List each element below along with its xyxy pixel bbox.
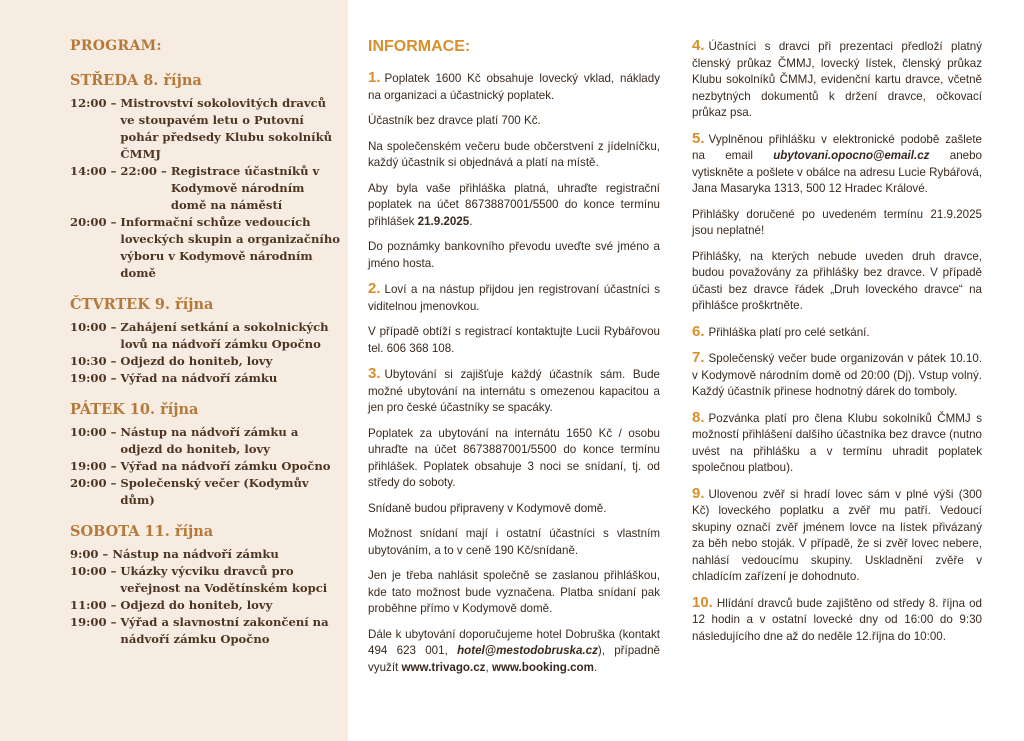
paragraph-text: Společenský večer bude organizován v pátek 10.10. v Kodymově národním domě od 20:00 (Dj). Vstup volný. Každý účastník přinese hodnotný dárek do tomboly. [692,352,982,398]
event-item [70,458,342,475]
day-thursday [70,296,342,387]
paragraph: Přihlášky, na kterých nebude uveden druh dravce, budou považovány za přihlášky bez dravce. V případě účasti bez dravce řádek „Druh loveckého dravce“ na přihlášce proškrtněte. [692,249,982,312]
event-item [70,370,342,387]
paragraph-text: Aby byla vaše přihláška platná, uhraďte registrační poplatek na účet 8673887001/5500 do konce termínu přihlášek [368,181,660,228]
event-text: Výřad na nádvoří zámku [120,371,278,385]
paragraph: Přihlášky doručené po uvedeném termínu 21.9.2025 jsou neplatné! [692,207,982,237]
separator: , [485,660,492,674]
paragraph-text: Dále k ubytování doporučujeme hotel Dobruška (kontakt 494 623 001, [368,627,660,657]
day-saturday [70,523,342,648]
paragraph: Možnost snídaní mají i ostatní účastníci s vlastním ubytováním, a to v ceně 190 Kč/snídaně. [368,527,660,557]
paragraph: V případě obtíží s registrací kontaktujte Lucii Rybářovou tel. 606 368 108. [368,325,660,355]
event-item [70,475,342,509]
event-time: 20:00 – [70,215,121,229]
day-title: PÁTEK 10. října [70,401,199,418]
event-text: Nástup na nádvoří zámku [112,547,279,561]
info-item-8 [692,410,982,477]
event-time: 14:00 – 22:00 – [70,164,171,178]
paragraph-text: Účastníci s dravci při prezentaci předloží platný členský průkaz ČMMJ, lovecký lístek, členský průkaz Klubu sokolníků ČMMJ, evidenční kartu dravce, včetně nezbytných dokumentů k držení dravce, očkovací průkaz psa. [692,40,982,119]
item-number: 6. [692,322,705,340]
event-text: Výřad a slavnostní zakončení na nádvoří zámku Opočno [120,615,329,646]
info-item-7 [692,350,982,401]
paragraph [368,627,660,677]
item-number: 10. [692,593,713,611]
paragraph-text: Poplatek 1600 Kč obsahuje lovecký vklad, náklady na organizaci a účastnický poplatek. [368,72,660,102]
paragraph [368,181,660,231]
event-text: Odjezd do honiteb, lovy [120,354,273,368]
event-time: 10:00 – [70,564,121,578]
item-number: 8. [692,408,705,426]
event-time: 19:00 – [70,459,121,473]
trivago-link[interactable]: www.trivago.cz [401,660,486,674]
event-item [70,353,342,370]
paragraph-text: Ulovenou zvěř si hradí lovec sám v plné výši (300 Kč) loveckého poplatku a zvěř mu patří. Vedoucí skupiny označí zvěř jménem lovce na lístek přivázaný za běh nebo stoják. V případě, že si zvěř lovec nebere, nahlásí vedoucímu skupiny. Uskladnění zvěře v chladícím zařízení je dohodnuto. [692,487,982,583]
event-time: 10:00 – [70,320,121,334]
event-item [70,319,342,353]
paragraph-text: Hlídání dravců bude zajištěno od středy 8. října od 12 hodin a v ostatní lovecké dny od 16:00 do 9:30 následujícího dne až do neděle 12.října do 10:00. [692,596,982,643]
item-number: 2. [368,280,381,297]
day-title: STŘEDA 8. října [70,72,202,89]
info-item-4 [692,38,982,122]
info-item-3 [368,366,660,417]
event-item [70,546,342,563]
paragraph: Do poznámky bankovního převodu uveďte své jméno a jméno hosta. [368,240,660,270]
program-column [70,38,342,662]
info-item-9 [692,486,982,586]
hotel-email-link[interactable]: hotel@mestodobruska.cz [457,644,598,657]
paragraph-text: ), případně využít [368,644,660,674]
item-number: 7. [692,349,705,366]
day-title: SOBOTA 11. října [70,523,214,540]
info-title: INFORMACE: [368,38,471,55]
info-column [368,38,660,685]
event-text: Informační schůze vedoucích loveckých skupin a organizačního výboru v Kodymově národním domě [120,215,340,280]
item-number: 9. [692,484,705,502]
paragraph: Poplatek za ubytování na internátu 1650 Kč / osobu uhraďte na účet 8673887001/5500 do konce termínu přihlášek. Poplatek obsahuje 3 noci se snídaní, tj. od středy do soboty. [368,426,660,489]
event-item [70,163,342,214]
event-text: Výřad na nádvoří zámku Opočno [120,459,331,473]
info-item-5 [692,131,982,198]
paragraph: Jen je třeba nahlásit společně se zaslanou přihláškou, kde tato možnost bude vyznačena. Platba snídaní pak proběhne přímo v Kodymově domě. [368,569,660,615]
event-item [70,614,342,648]
event-text: Společenský večer (Kodymův dům) [120,476,309,507]
info-item-10 [692,595,982,646]
event-text: Odjezd do honiteb, lovy [120,598,273,612]
event-item [70,95,342,163]
event-time: 12:00 – [70,96,121,110]
deadline-date: 21.9.2025 [417,214,470,228]
event-text: Nástup na nádvoří zámku a odjezd do honiteb, lovy [120,425,299,456]
item-number: 3. [368,365,381,382]
event-time: 10:30 – [70,354,121,368]
event-time: 9:00 – [70,547,113,561]
paragraph-text: Pozvánka platí pro člena Klubu sokolníků ČMMJ s možností přihlášení dalšího účastníka bez dravce (nutno uvést na přihlášku a v termínu uhradit poplatek společnou platbou). [692,411,983,474]
day-friday [70,401,342,509]
event-text: Registrace účastníků v Kodymově národním domě na náměstí [170,164,320,212]
event-text: Zahájení setkání a sokolnických lovů na nádvoří zámku Opočno [120,320,329,351]
booking-link[interactable]: www.booking.com [491,660,594,674]
paragraph-text: Vyplněnou přihlášku v elektronické podobě zašlete na email [692,132,982,162]
event-text: Ukázky výcviku dravců pro veřejnost na Vodětínském kopci [120,564,328,595]
paragraph: Na společenském večeru bude občerstvení z jídelníčku, každý účastník si objednává a platí na místě. [368,139,660,169]
paragraph-text: Loví a na nástup přijdou jen registrovaní účastníci s viditelnou jmenovkou. [368,283,660,313]
info-item-2 [368,281,660,315]
item-number: 4. [692,37,705,54]
event-text: Mistrovství sokolovitých dravců ve stoupavém letu o Putovní pohár předsedy Klubu sokolníků ČMMJ [120,96,333,161]
paragraph-text: . [469,214,473,228]
event-item [70,563,342,597]
event-time: 10:00 – [70,425,121,439]
paragraph-text: . [593,660,598,674]
paragraph-text: Přihláška platí pro celé setkání. [708,325,870,339]
item-number: 1. [368,69,381,86]
event-item [70,424,342,458]
event-item [70,214,342,282]
day-title: ČTVRTEK 9. října [70,296,214,313]
event-time: 19:00 – [70,371,121,385]
paragraph: Účastník bez dravce platí 700 Kč. [368,114,541,127]
event-time: 11:00 – [70,598,121,612]
program-title: PROGRAM: [70,38,162,54]
paragraph: Snídaně budou připraveny v Kodymově domě. [368,501,607,515]
info-column-2 [692,38,982,654]
event-time: 20:00 – [70,476,121,490]
event-time: 19:00 – [70,615,121,629]
event-item [70,597,342,614]
item-number: 5. [692,129,705,147]
paragraph-text: anebo vytiskněte a pošlete v obálce na adresu Lucie Rybářová, Jana Masaryka 1313, 500 12 Hradec Králové. [692,149,983,195]
paragraph-text: Ubytování si zajišťuje každý účastník sám. Bude možné ubytování na internátu s omezenou kapacitou a jen pro české účastníky se spacáky. [368,368,660,414]
info-item-6 [692,324,982,342]
day-wednesday [70,72,342,282]
info-item-1 [368,70,660,104]
registration-email-link[interactable]: ubytovani.opocno@email.cz [773,149,930,162]
